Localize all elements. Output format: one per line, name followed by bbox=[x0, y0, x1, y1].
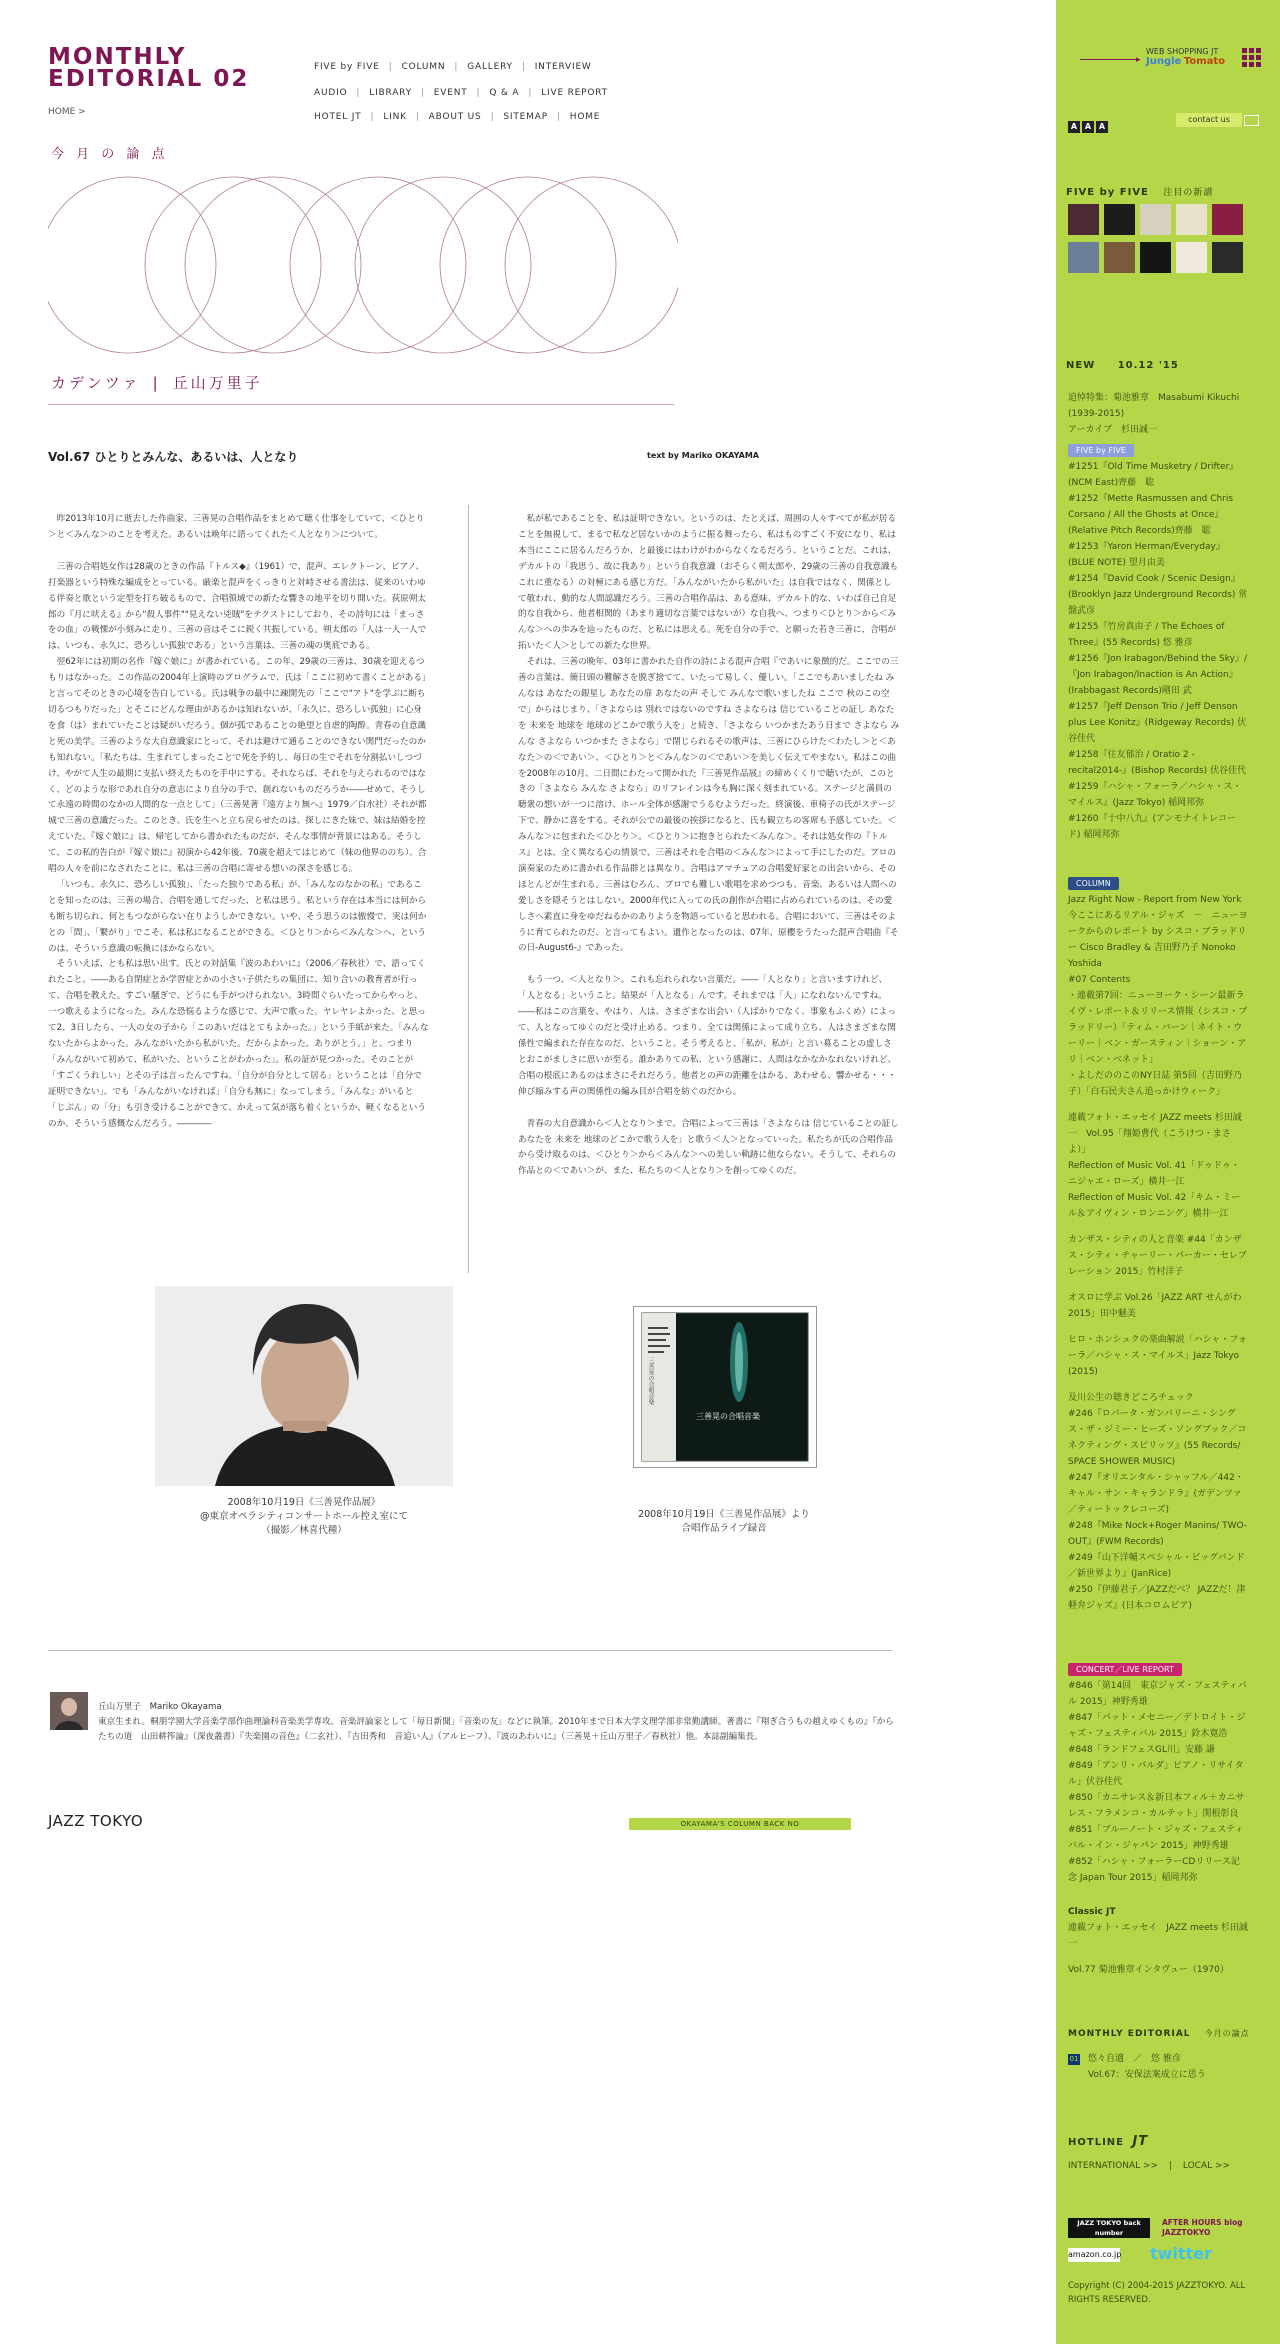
list-item[interactable]: ・連載第7回：ニューヨーク・シーン最新ライヴ・レポート＆リリース情報（シスコ・ブラッドリー）「ティム・バーン｜ネイト・ウーリー｜ベン・ガースティン｜ショーン・アリ｜ベン・ベネット」 bbox=[1068, 991, 1248, 1065]
list-item[interactable]: #247『オリエンタル・シャッフル／442・キャル・サン・キャランドラ』(ガデンツァ／ティートックレコーズ) bbox=[1068, 1473, 1244, 1515]
author-profile bbox=[48, 1700, 894, 1745]
list-item[interactable]: #250『伊藤君子／JAZZだべ？ JAZZだ！津軽弁ジャズ』(日本コロムビア) bbox=[1068, 1585, 1246, 1611]
list-item[interactable]: #846「第14回 東京ジャズ・フェスティバル 2015」神野秀雄 bbox=[1068, 1681, 1247, 1707]
list-item[interactable]: #1258『住友郁治 / Oratio 2 - recital2014-』(Bishop Records) 伏谷佳代 bbox=[1068, 750, 1247, 776]
contact-button[interactable]: contact us bbox=[1176, 113, 1242, 127]
list-item[interactable]: #1251『Old Time Musketry / Drifter』(NCM East)齊藤 聡 bbox=[1068, 462, 1239, 488]
concert-pill[interactable]: CONCERT／LIVE REPORT bbox=[1068, 1663, 1182, 1676]
nav-home[interactable]: HOME bbox=[569, 112, 601, 122]
sidebar bbox=[1056, 0, 1280, 2344]
five-title: FIVE by FIVE bbox=[1066, 187, 1149, 198]
list-item[interactable]: #1259『ハシャ・フォーラ／ハシャ・ス・マイルス』(Jazz Tokyo) 稲岡邦弥 bbox=[1068, 782, 1242, 808]
circles-graphic bbox=[48, 170, 678, 360]
album-thumb[interactable] bbox=[1212, 204, 1243, 235]
author-name: 丘山万里子 bbox=[172, 374, 263, 392]
album-thumb[interactable] bbox=[1140, 204, 1171, 235]
list-item[interactable]: Vol.67：安保法案成立に思う bbox=[1088, 2070, 1206, 2080]
five-by-five-heading bbox=[1066, 185, 1213, 198]
nav-hotel-jt[interactable]: HOTEL JT bbox=[314, 112, 362, 122]
monthly-number-badge: 01 bbox=[1069, 2055, 1079, 2063]
list-item[interactable]: ヒロ・ホンシュクの楽曲解説「ハシャ・フォーラ／ハシャ・ス・マイルス」Jazz Tokyo (2015) bbox=[1068, 1335, 1247, 1377]
new-item[interactable]: アーカイブ 杉田誠一 bbox=[1068, 425, 1158, 435]
new-date: 10.12 '15 bbox=[1117, 360, 1179, 371]
font-size-small-button[interactable]: A bbox=[1068, 121, 1080, 133]
list-item[interactable]: 悠々自適 ／ 悠 雅彦 bbox=[1088, 2054, 1181, 2064]
paragraph: 青春の大自意識から＜人となり＞まで。合唱によって三善は「さよならは 信じていることの証し あなたを 未来を 地球のどこかで歌う人を」と歌う＜人＞となっていった。私たちが氏の合唱作品から受け取るのは、＜ひとり＞から＜みんな＞への美しい軌跡に他ならない。そうして、それらの作品との＜であい＞が、また、私たちの＜人となり＞を創ってゆくのだ。 bbox=[518, 1118, 899, 1177]
cd-cover bbox=[633, 1306, 817, 1468]
list-item[interactable]: #249『山下洋輔スペシャル・ビッグバンド／新世界より』(JanRice) bbox=[1068, 1553, 1245, 1579]
feature-kicker: 今 月 の 論 点 bbox=[51, 147, 169, 162]
caption-line: @東京オペラシティコンサートホール控え室にて bbox=[199, 1511, 409, 1522]
nav-audio[interactable]: AUDIO bbox=[314, 88, 348, 98]
paragraph: 三善の合唱処女作は28歳のときの作品『トルス◆』（1961）で、混声、エレクトーン、ピアノ、打楽器という特殊な編成をとっている。厳楽と混声をくっきりと対峙させる書法は、従来のいわゆる伴奏と歌という定型を打ち破るもので、合唱領域での新たな響きの地平を切り開いた。荻原朔太郎の『月に吠える』から"殺人事件""見えない兇賊"をテクストにしており、その詩句には「まっさをの血」の戦慄が小刻みに走り、三善の音はそこに鋭く共振している。朔太郎の「人は一人一人では、いつも、永久に、恐ろしい孤独である」という言葉は、三善の魂の奥底である。 bbox=[48, 561, 427, 652]
footer-brand[interactable]: JAZZ TOKYO bbox=[48, 1812, 144, 1830]
cd-cover-side: 三善晃の合唱音楽 bbox=[647, 1357, 654, 1405]
series-name: カデンツァ bbox=[51, 374, 141, 392]
list-item[interactable]: #246『ロバータ・ガンバリーニ・シングス・ザ・ジミー・ヒーズ・ソングブック／コネクティング・スピリッツ』(55 Records/ SPACE SHOWER MUSIC) bbox=[1068, 1409, 1247, 1467]
amazon-badge[interactable]: amazon.co.jp bbox=[1068, 2248, 1120, 2262]
font-size-controls bbox=[1068, 114, 1110, 133]
nav-qa[interactable]: Q & A bbox=[489, 88, 520, 98]
five-subtitle: 注目の新譜 bbox=[1163, 188, 1214, 198]
profile-bio: 東京生まれ。桐朋学園大学音楽学部作曲理論科音楽美学専攻。音楽評論家として「毎日新聞」「音楽の友」などに執筆。2010年まで日本大学文理学部非常勤講師。著書に『翔ぎ合うもの越えゆくもの』『からたちの道 山田耕筰論』（深夜叢書）『失楽園の音色』（二玄社）、『吉田秀和 音追い人』（アルヒーフ）、『波のあわいに』（三善晃＋丘山万里子／春秋社）他。本誌副編集長。 bbox=[98, 1717, 894, 1742]
nav-library[interactable]: LIBRARY bbox=[369, 88, 412, 98]
list-item[interactable]: #1256『Jon Irabagon/Behind the Sky』/『Jon Irabagon/Inaction is An Action』(Irabbagast Records)剛田 武 bbox=[1068, 654, 1248, 696]
nav-link[interactable]: LINK bbox=[383, 112, 407, 122]
album-thumb[interactable] bbox=[1104, 242, 1135, 273]
nav-gallery[interactable]: GALLERY bbox=[467, 62, 513, 72]
paragraph: それは、三善の晩年、03年に書かれた自作の詩による混声合唱『であいに象徴的だ。ここでの三善の言葉は、簡日頭の難解さを脱ぎ捨てて、いたって易しく、優しい。「ここでもあいましたね みんなは あなたの銀星し あなたの扉 あなたの声 そして みんなで歌いましたね ここで 秋のこの空で」からはじまり、「さよならは 別れではないのですね さよならは 信じていることの証し あなたを 未来を 地球を 地球のどこかで歌う人を」と続き、「さよなら いつかまたあう日まで さよなら みんな さよなら いつかまた さよなら」で閉じられるその歌声は、三善にひらけた＜わたし＞と＜あなた＞の＜であい＞、＜ひとり＞と＜みんな＞の＜であい＞を美しく伝えてやまない。私はこの曲を2008年の10月、二日間にわたって開かれた『三善晃作品展』の締めくくりで聴いたが、このときの「さよなら みんな さよなら」のリフレインは今も胸に深く刻まれている。ステージと満員の聴衆の想いが一つに溶け、ホール全体が感謝でうるむようだった。終演後、車椅子の氏がステージ下で、静かに喜をする。それが公での最後の挨拶になると、氏も観立ちの客席も予感していた。＜みんな＞に包まれた＜ひとり＞。＜ひとり＞に抱きとられた＜みんな＞。それは処女作の『トルス』とは、全く異なる心の情景で、三善はそれを合唱の＜みんな＞によって手にしたのだ。プロの演奏家のために書かれる作品群とは異なり、合唱はアマチュアの合唱愛好家との出会いから、そのほとんどが生まれる。三善はむろん、プロでも難しい歌唱を求めつつも、音楽、あるいは人間への愛しさを隠そうとはしない。2000年代に入っての氏の創作が合唱に占められているのは、その愛しさへ素直に身をゆだねるかのありようを物語っていると思われる。合唱において、三善はそのように育てられたのだ、と言ってもよい。遺作となったのは、07年、原櫻をうたった混声合唱曲『その日-August6-』であった。 bbox=[518, 657, 900, 954]
list-item[interactable]: Reflection of Music Vol. 41「ドゥドゥ・ニジャエ・ローズ」横井一江 bbox=[1068, 1161, 1240, 1187]
arrow-line bbox=[1080, 59, 1140, 60]
caption-line: 2008年10月19日《三善晃作品展》より bbox=[638, 1509, 810, 1520]
classic-title: Classic JT bbox=[1068, 1907, 1116, 1917]
list-item[interactable]: #1252『Mette Rasmussen and Chris Corsano / All the Ghosts at Once』(Relative Pitch Records)齊藤 聡 bbox=[1068, 494, 1234, 536]
list-item[interactable]: #1257『Jeff Denson Trio / Jeff Denson plus Lee Konitz』(Ridgeway Records) 伏谷佳代 bbox=[1068, 702, 1247, 744]
back-number-badge[interactable]: JAZZ TOKYO back number bbox=[1068, 2218, 1150, 2238]
nav-row-2: AUDIO | LIBRARY | EVENT | Q & A | LIVE REPORT bbox=[314, 88, 608, 98]
album-thumb[interactable] bbox=[1104, 204, 1135, 235]
nav-row-3: HOTEL JT | LINK | ABOUT US | SITEMAP | HOME bbox=[314, 112, 601, 122]
list-item[interactable]: 連載フォト・エッセイ JAZZ meets 杉田誠一 bbox=[1068, 1923, 1248, 1949]
article-column-2 bbox=[518, 512, 900, 1196]
list-item[interactable]: #1260『十中八九』(アンモナイトレコード) 稲岡邦弥 bbox=[1068, 814, 1236, 840]
paragraph: 「いつも、永久に、恐ろしい孤独」、「たった独りである私」が、「みんなのなかの私」であることを知ったのは、三善の場合、合唱を通してだった、と私は思う。私という存在は本当には何からも断ち切られ、何ともつながらない在りようしかできない。いや、そう思うのは傲慢で、実は何かとの「間」、「繋がり」でこそ、私は私になることができる。＜ひとり＞から＜みんな＞へ、というのは、そういう意識の転換にほかならない。 bbox=[48, 879, 427, 954]
album-thumb[interactable] bbox=[1176, 204, 1207, 235]
after-hours-badge[interactable]: AFTER HOURS blog JAZZTOKYO bbox=[1162, 2218, 1243, 2237]
list-item[interactable]: Vol.77 菊池雅章インタヴュー（1970） bbox=[1068, 1965, 1229, 1975]
list-item[interactable]: オスロに学ぶ Vol.26「JAZZ ART せんがわ 2015」田中魅美 bbox=[1068, 1293, 1242, 1319]
list-item[interactable]: Jazz Right Now - Report from New York 今ここにあるリアル・ジャズ － ニューヨークからのレポート by シスコ・ブラッドリー Cisco Bradley & 吉田野乃子 Nonoko Yoshida bbox=[1068, 895, 1248, 969]
new-item[interactable]: 追悼特集：菊池雅章 Masabumi Kikuchi (1939-2015) bbox=[1068, 393, 1240, 419]
portrait-photo bbox=[155, 1286, 453, 1486]
list-item[interactable]: カンザス・シティの人と音楽 #44「カンザス・シティ・チャーリー・パーカー・セレブレーション 2015」竹村洋子 bbox=[1068, 1235, 1247, 1277]
classic-jt bbox=[1068, 1904, 1248, 1978]
list-item[interactable]: #1253『Yaron Herman/Everyday』(BLUE NOTE) 望月由美 bbox=[1068, 542, 1225, 568]
column-pill[interactable]: COLUMN bbox=[1068, 877, 1119, 890]
caption-line: （撮影／林喜代種） bbox=[261, 1525, 347, 1536]
album-thumb[interactable] bbox=[1176, 242, 1207, 273]
column-divider bbox=[468, 505, 469, 1273]
column-list bbox=[1068, 876, 1248, 1614]
five-by-five-list bbox=[1068, 443, 1248, 843]
copyright: Copyright (C) 2004-2015 JAZZTOKYO. ALL RIGHTS RESERVED. bbox=[1068, 2281, 1246, 2305]
list-item[interactable]: 連載フォト・エッセイ JAZZ meets 杉田誠一 Vol.95「翔姫曹代（こうけつ・まさよ）」 bbox=[1068, 1113, 1242, 1155]
tomato-label: Tomato bbox=[1183, 56, 1226, 67]
nav-column[interactable]: COLUMN bbox=[401, 62, 446, 72]
article-byline: text by Mariko OKAYAMA bbox=[647, 451, 759, 460]
section-divider bbox=[48, 1650, 892, 1651]
monthly-heading bbox=[1068, 2028, 1250, 2039]
list-item[interactable]: #849「アンリ・パルダ」ピアノ・リサイタル」伏谷佳代 bbox=[1068, 1761, 1244, 1787]
nav-row-1: FIVE by FIVE | COLUMN | GALLERY | INTERVIEW bbox=[314, 62, 592, 72]
article-column-1 bbox=[48, 512, 430, 1148]
web-shopping-label: WEB SHOPPING JT bbox=[1146, 47, 1219, 56]
caption-line: 合唱作品ライブ録音 bbox=[681, 1523, 767, 1534]
five-by-five-pill[interactable]: FIVE by FIVE bbox=[1068, 444, 1134, 457]
jungle-label: Jungle bbox=[1146, 56, 1182, 67]
paragraph: もう一つ、＜人となり＞。これも忘れられない言葉だ。――「人となり」と言いますけれど、「人となる」ということ。結果が「人となる」んです。それまでは「人」になれないんですね。――私はこの言葉を、やはり、人は、さまざまな出会い（人ばかりでなく、事象もふくめ）によって、人となってゆくのだと受け止める。つまり、全ては関係によって成り立ち、人はさまざまな関係性で編まれた存在なのだ、ということ。そう考えると、「私が、私が」と言い募ることの虚しさとおこがましさに思いが至る。誰かありての私、という感謝に、人間はなかなかなれないけれど、合唱の根底にあるのはまさにそれだろう。他者との声の距離をはかる、あわせる、響かせる・・・伸び縮みする声の関係性の編み目が合唱を紡ぐのだから。 bbox=[518, 975, 897, 1097]
photo-caption bbox=[155, 1496, 453, 1538]
list-item[interactable]: #852「ハシャ・フォーラーCDリリース記念 Japan Tour 2015」稲岡邦弥 bbox=[1068, 1857, 1240, 1883]
new-heading bbox=[1066, 360, 1179, 371]
hotline-title: HOTLINE bbox=[1068, 2137, 1124, 2148]
paragraph: 翌62年には初期の名作『嫁ぐ娘に』が書かれている。この年、29歳の三善は、30歳を迎えるつもりはなかった。この作品の2004年上演時のプログラムで、氏は「ここに初めて書くことがある」と言ってそのときの心境を告白している。氏は戦争の最中に疎開先の「ここで"アト"を学ぶに断ち切るつもりだった」とそこにどんな理由があるかは知れないが、「永久に、恐ろしい孤独」に心身を食（は）まれていたことは疑がいだろう。個が孤であることの絶望と自虐的陶酔。青春の自意識と死の美学。三善のような大自意識家にとって、それは避けて通ることのできない関門だったのかも知れない。「私たちは、生まれてしまったことで死を予約し、毎日の生でそれを分割払いしつづけ、やがて人生の最期に支払い終えたものを手中にする。それならば、それを与えられるのではなく、どのような形であれ自分の意志により自分の手で、創れないものだろうか――せめて、そうして永遠の時間のなかの人間的な一点として」（三善晃著『遠方より無へ』1979／白水社）それが都城で三善の意識だった。このとき、氏を生へと立ち戻らせたのは、探しにきた妹で、妹は結婚を控えていた。『嫁ぐ娘に』は、帰宅してから書かれたものだが、そんな事情が背景にはある。そうして、この私的告白が『嫁ぐ娘に』初演から42年後、70歳を超えてはじめて（妹の他界ののち）、合唱の人々を前になされたことに、私は三善の合唱に寄せる想いの深さを感じる。 bbox=[48, 657, 427, 875]
list-item[interactable]: #848「ランドフェスGL川」安藤 謙 bbox=[1068, 1745, 1215, 1755]
hotline-jt: JT bbox=[1132, 2134, 1149, 2149]
article-title: Vol.67 ひとりとみんな、あるいは、人となり bbox=[48, 450, 299, 464]
new-list bbox=[1068, 390, 1248, 438]
list-item[interactable]: #1255『竹房真由子 / The Echoes of Three』(55 Records) 悠 雅彦 bbox=[1068, 622, 1225, 648]
list-item[interactable]: #248『Mike Nock+Roger Manins/ TWO-OUT』(FWM Records) bbox=[1068, 1521, 1248, 1547]
list-item[interactable]: 及川公生の聴きどころチェック bbox=[1068, 1393, 1194, 1403]
hotline-local-link[interactable]: LOCAL >> bbox=[1182, 2161, 1231, 2171]
paragraph: そういえば、とも私は思い出す。氏との対話集『波のあわいに』（2006／春秋社）で、語ってくれたこと。――ある自閉症とか学習症とかの小さい子供たちの集団に、知り合いの教育者が行って、合唱を教えた。すごい騒ぎで、どうにも手がつけられない。3時間ぐらいたってからやっと、一つ歌えるようになった。みんな恐悩るような感じで、大声で歌った。ヤレヤレよかった、と思って2、3日したら、一人の女の子から「このあいだはとてもよかった。」という手紙が来た。「みんなないたからよかった。みんながいたから私がいた。だからよかった。ありがとう。」と。つまり「みんながいて初めて、私がいた、ということがわかった」。私の証が見つかった。そのことが「すごくうれしい」とその子は言ったんですね。「自分が自分として居る」ということは「自分で証明できない」。でも「みんながいなければ」「自分も無に」なってしまう。「みんな」がいると「じぶん」の「分」も引き受けることができて、かえって気が落ち着くというか、軽くなるというのか、そういう感慨なんだろう。―――― bbox=[48, 959, 429, 1129]
cd-cover-title: 三善晃の合唱音楽 bbox=[696, 1412, 760, 1421]
mail-icon[interactable] bbox=[1244, 115, 1259, 126]
grid-icon[interactable] bbox=[1242, 48, 1262, 68]
caption-line: 2008年10月19日《三善晃作品展》 bbox=[227, 1497, 381, 1508]
nav-sitemap[interactable]: SITEMAP bbox=[503, 112, 548, 122]
list-item[interactable]: #851「ブルーノート・ジャズ・フェスティバル・イン・ジャパン 2015」神野秀雄 bbox=[1068, 1825, 1244, 1851]
nav-about-us[interactable]: ABOUT US bbox=[428, 112, 482, 122]
list-item[interactable]: ・よしだののこのNY日誌 第5回（吉田野乃子）「白石民夫さん追っかけウィーク」 bbox=[1068, 1071, 1242, 1097]
list-item[interactable]: Reflection of Music Vol. 42「キム・ミール＆アイヴィン・ロンニング」横井一江 bbox=[1068, 1193, 1241, 1219]
album-thumb[interactable] bbox=[1068, 242, 1099, 273]
web-shopping-link[interactable] bbox=[1146, 47, 1225, 67]
cd-caption bbox=[603, 1508, 845, 1536]
list-item[interactable]: #850「カニサレス＆新日本フィル＋カニサレス・フラメンコ・カルテット」関根彰良 bbox=[1068, 1793, 1245, 1819]
font-size-medium-button[interactable]: A bbox=[1082, 121, 1094, 133]
album-thumb[interactable] bbox=[1068, 204, 1099, 235]
concert-list bbox=[1068, 1662, 1248, 1886]
album-thumb[interactable] bbox=[1140, 242, 1171, 273]
paragraph: 昨2013年10月に逝去した作曲家、三善晃の合唱作品をまとめて聴く仕事をしていて、＜ひとり＞と＜みんな＞のことを考えた。あるいは晩年に語ってくれた＜人となり＞について。 bbox=[48, 514, 425, 540]
monthly-list bbox=[1088, 2051, 1268, 2083]
logo-line1: MONTHLY bbox=[48, 44, 187, 70]
breadcrumb[interactable]: HOME > bbox=[48, 107, 86, 117]
list-item[interactable]: #07 Contents bbox=[1068, 975, 1131, 985]
feature-writer-line: カデンツァ | 丘山万里子 bbox=[51, 374, 263, 392]
font-size-large-button[interactable]: A bbox=[1096, 121, 1108, 133]
paragraph: 私が私であることを、私は証明できない。というのは、たとえば、周囲の人々すべてが私が居ることを無視して、まるで私など居ないかのように振る舞ったら、私はものすごく不安になり、私は本当にここに居るんだろうか、と最後にはわけがわからなくなるだろう、ということだ。これは、デカルトの「我思う、故に我あり」という自我意識（おそらく朔太郎や、29歳の三善の自我意識もこれに重なる）の対極にある感じ方だ。「みんながいたから私がいた」は自我ではなく、関係として敬われ、動的な人間認識だろう。三善の合唱作品は、ある意味、デカルト的な、いわば自己自足的な自我から、他者相関的（あまり適切な言葉ではないが）な自我へ、つまり＜ひとり＞から＜みんな＞への歩みを辿ったものだ、と私には思える。死を自分の手で、と願った若き三善に、合唱が拓いた＜人＞としての新たな世界。 bbox=[518, 514, 899, 652]
list-item[interactable]: #847「パット・メセニー／デトロイト・ジャズ・フェスティバル 2015」鈴木寛浩 bbox=[1068, 1713, 1246, 1739]
new-title: NEW bbox=[1066, 360, 1096, 371]
nav-interview[interactable]: INTERVIEW bbox=[534, 62, 592, 72]
nav-event[interactable]: EVENT bbox=[433, 88, 468, 98]
logo-line2: EDITORIAL 02 bbox=[48, 66, 250, 92]
profile-name: 丘山万里子 Mariko Okayama bbox=[98, 1702, 222, 1712]
hotline-links: INTERNATIONAL >> | LOCAL >> bbox=[1068, 2161, 1231, 2171]
column-back-number-button[interactable]: OKAYAMA'S COLUMN BACK NO bbox=[629, 1818, 851, 1830]
hotline-international-link[interactable]: INTERNATIONAL >> bbox=[1068, 2161, 1159, 2171]
nav-five-by-five[interactable]: FIVE by FIVE bbox=[314, 62, 380, 72]
monthly-subtitle: 今月の論点 bbox=[1204, 2029, 1250, 2038]
nav-live-report[interactable]: LIVE REPORT bbox=[541, 88, 608, 98]
site-logo[interactable] bbox=[48, 46, 249, 90]
album-thumb[interactable] bbox=[1212, 242, 1243, 273]
twitter-badge[interactable]: twitter bbox=[1150, 2244, 1212, 2263]
arrow-right-icon: ▸ bbox=[1136, 55, 1141, 65]
title-divider bbox=[48, 404, 674, 405]
hotline-heading bbox=[1068, 2134, 1148, 2149]
monthly-title: MONTHLY EDITORIAL bbox=[1068, 2029, 1191, 2039]
list-item[interactable]: #1254『David Cook / Scenic Design』(Brooklyn Jazz Underground Records) 常盤武彦 bbox=[1068, 574, 1248, 616]
